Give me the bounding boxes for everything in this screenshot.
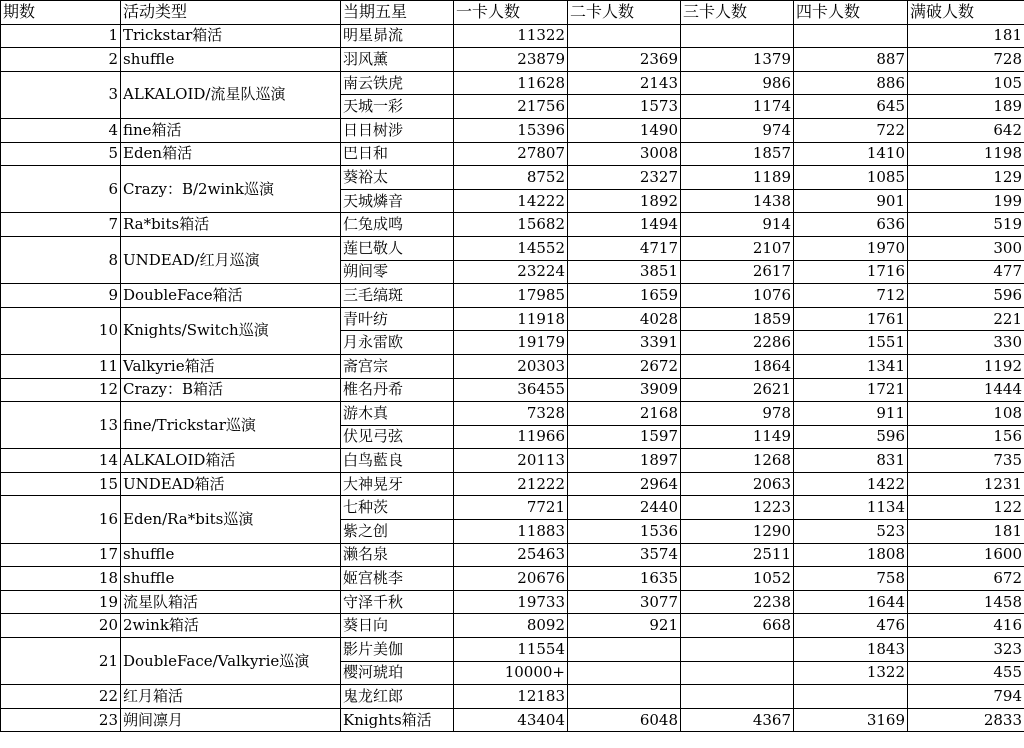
table-row <box>1 472 1024 496</box>
two-card-cell[interactable]: 1597 <box>568 425 681 449</box>
featured-star-cell[interactable]: 紫之创 <box>341 520 454 544</box>
header-max-limit-break[interactable]: 满破人数 <box>908 1 1024 25</box>
max-limit-break-cell[interactable]: 735 <box>908 449 1024 473</box>
two-card-cell[interactable]: 1892 <box>568 189 681 213</box>
table-row <box>1 496 1024 520</box>
one-card-cell[interactable]: 11883 <box>454 520 568 544</box>
one-card-cell[interactable]: 11554 <box>454 638 568 662</box>
max-limit-break-cell[interactable]: 2833 <box>908 708 1024 732</box>
two-card-cell[interactable]: 3077 <box>568 590 681 614</box>
featured-star-cell[interactable]: 羽风薰 <box>341 48 454 72</box>
max-limit-break-cell[interactable]: 416 <box>908 614 1024 638</box>
period-cell[interactable]: 14 <box>1 449 121 473</box>
two-card-cell[interactable]: 921 <box>568 614 681 638</box>
three-card-cell[interactable]: 1149 <box>681 425 794 449</box>
table-row <box>1 543 1024 567</box>
period-cell[interactable]: 9 <box>1 284 121 308</box>
period-cell[interactable]: 4 <box>1 118 121 142</box>
event-type-cell[interactable]: UNDEAD箱活 <box>121 472 341 496</box>
max-limit-break-cell[interactable]: 1444 <box>908 378 1024 402</box>
event-type-cell[interactable]: Ra*bits箱活 <box>121 213 341 237</box>
period-cell[interactable]: 21 <box>1 638 121 685</box>
period-cell[interactable]: 7 <box>1 213 121 237</box>
featured-star-cell[interactable]: 葵裕太 <box>341 166 454 190</box>
featured-star-cell[interactable]: 三毛缟斑 <box>341 284 454 308</box>
max-limit-break-cell[interactable]: 728 <box>908 48 1024 72</box>
period-cell[interactable]: 1 <box>1 24 121 48</box>
event-type-cell[interactable]: Valkyrie箱活 <box>121 354 341 378</box>
event-type-cell[interactable]: 朔间凛月 <box>121 708 341 732</box>
featured-star-cell[interactable]: Knights箱活 <box>341 708 454 732</box>
four-card-cell[interactable]: 758 <box>794 567 908 591</box>
event-type-cell[interactable]: fine/Trickstar巡演 <box>121 402 341 449</box>
period-cell[interactable]: 3 <box>1 71 121 118</box>
featured-star-cell[interactable]: 葵日向 <box>341 614 454 638</box>
one-card-cell[interactable]: 20113 <box>454 449 568 473</box>
four-card-cell[interactable]: 1134 <box>794 496 908 520</box>
table-row <box>1 449 1024 473</box>
three-card-cell[interactable]: 986 <box>681 71 794 95</box>
four-card-cell[interactable]: 1808 <box>794 543 908 567</box>
two-card-cell[interactable]: 2327 <box>568 166 681 190</box>
three-card-cell[interactable]: 2063 <box>681 472 794 496</box>
featured-star-cell[interactable]: 游木真 <box>341 402 454 426</box>
max-limit-break-cell[interactable]: 1192 <box>908 354 1024 378</box>
table-row <box>1 166 1024 190</box>
table-body <box>1 1 1024 732</box>
featured-star-cell[interactable]: 斋宫宗 <box>341 354 454 378</box>
one-card-cell[interactable]: 14222 <box>454 189 568 213</box>
three-card-cell[interactable]: 1857 <box>681 142 794 166</box>
one-card-cell[interactable]: 20676 <box>454 567 568 591</box>
period-cell[interactable]: 23 <box>1 708 121 732</box>
three-card-cell[interactable]: 2238 <box>681 590 794 614</box>
featured-star-cell[interactable]: 青叶纺 <box>341 307 454 331</box>
three-card-cell[interactable]: 2511 <box>681 543 794 567</box>
period-cell[interactable]: 6 <box>1 166 121 213</box>
featured-star-cell[interactable]: 仁兔成鸣 <box>341 213 454 237</box>
two-card-cell[interactable] <box>568 661 681 685</box>
four-card-cell[interactable]: 1970 <box>794 236 908 260</box>
four-card-cell[interactable]: 887 <box>794 48 908 72</box>
three-card-cell[interactable]: 1052 <box>681 567 794 591</box>
period-cell[interactable]: 18 <box>1 567 121 591</box>
header-one-card[interactable]: 一卡人数 <box>454 1 568 25</box>
one-card-cell[interactable]: 21222 <box>454 472 568 496</box>
one-card-cell[interactable]: 11322 <box>454 24 568 48</box>
max-limit-break-cell[interactable]: 1198 <box>908 142 1024 166</box>
event-type-cell[interactable]: ALKALOID/流星队巡演 <box>121 71 341 118</box>
two-card-cell[interactable]: 2672 <box>568 354 681 378</box>
header-row <box>1 1 1024 25</box>
one-card-cell[interactable]: 8092 <box>454 614 568 638</box>
table-row <box>1 567 1024 591</box>
three-card-cell[interactable]: 1290 <box>681 520 794 544</box>
featured-star-cell[interactable]: 濑名泉 <box>341 543 454 567</box>
one-card-cell[interactable]: 23224 <box>454 260 568 284</box>
event-type-cell[interactable]: UNDEAD/红月巡演 <box>121 236 341 283</box>
one-card-cell[interactable]: 11918 <box>454 307 568 331</box>
three-card-cell[interactable]: 1174 <box>681 95 794 119</box>
two-card-cell[interactable]: 1897 <box>568 449 681 473</box>
one-card-cell[interactable]: 17985 <box>454 284 568 308</box>
max-limit-break-cell[interactable]: 672 <box>908 567 1024 591</box>
two-card-cell[interactable]: 6048 <box>568 708 681 732</box>
three-card-cell[interactable] <box>681 24 794 48</box>
three-card-cell[interactable]: 1379 <box>681 48 794 72</box>
max-limit-break-cell[interactable]: 596 <box>908 284 1024 308</box>
one-card-cell[interactable]: 19733 <box>454 590 568 614</box>
max-limit-break-cell[interactable]: 1231 <box>908 472 1024 496</box>
event-type-cell[interactable]: ALKALOID箱活 <box>121 449 341 473</box>
featured-star-cell[interactable]: 影片美伽 <box>341 638 454 662</box>
event-type-cell[interactable]: DoubleFace/Valkyrie巡演 <box>121 638 341 685</box>
three-card-cell[interactable]: 1076 <box>681 284 794 308</box>
three-card-cell[interactable]: 2621 <box>681 378 794 402</box>
max-limit-break-cell[interactable]: 794 <box>908 685 1024 709</box>
event-type-cell[interactable]: fine箱活 <box>121 118 341 142</box>
one-card-cell[interactable]: 21756 <box>454 95 568 119</box>
two-card-cell[interactable]: 1635 <box>568 567 681 591</box>
table-row <box>1 142 1024 166</box>
header-event-type[interactable]: 活动类型 <box>121 1 341 25</box>
featured-star-cell[interactable]: 莲巳敬人 <box>341 236 454 260</box>
event-type-cell[interactable]: 流星队箱活 <box>121 590 341 614</box>
max-limit-break-cell[interactable]: 1600 <box>908 543 1024 567</box>
max-limit-break-cell[interactable]: 455 <box>908 661 1024 685</box>
period-cell[interactable]: 22 <box>1 685 121 709</box>
two-card-cell[interactable]: 3008 <box>568 142 681 166</box>
four-card-cell[interactable]: 596 <box>794 425 908 449</box>
period-cell[interactable]: 15 <box>1 472 121 496</box>
three-card-cell[interactable]: 2107 <box>681 236 794 260</box>
two-card-cell[interactable] <box>568 638 681 662</box>
period-cell[interactable]: 5 <box>1 142 121 166</box>
four-card-cell[interactable]: 1761 <box>794 307 908 331</box>
featured-star-cell[interactable]: 日日树涉 <box>341 118 454 142</box>
four-card-cell[interactable]: 3169 <box>794 708 908 732</box>
one-card-cell[interactable]: 25463 <box>454 543 568 567</box>
featured-star-cell[interactable]: 大神晃牙 <box>341 472 454 496</box>
featured-star-cell[interactable]: 明星昴流 <box>341 24 454 48</box>
max-limit-break-cell[interactable]: 108 <box>908 402 1024 426</box>
four-card-cell[interactable]: 1341 <box>794 354 908 378</box>
three-card-cell[interactable] <box>681 638 794 662</box>
two-card-cell[interactable]: 3574 <box>568 543 681 567</box>
event-type-cell[interactable]: Eden箱活 <box>121 142 341 166</box>
period-cell[interactable]: 2 <box>1 48 121 72</box>
period-cell[interactable]: 16 <box>1 496 121 543</box>
four-card-cell[interactable] <box>794 685 908 709</box>
three-card-cell[interactable]: 1438 <box>681 189 794 213</box>
one-card-cell[interactable]: 12183 <box>454 685 568 709</box>
table-row <box>1 614 1024 638</box>
three-card-cell[interactable]: 1864 <box>681 354 794 378</box>
event-type-cell[interactable]: shuffle <box>121 48 341 72</box>
four-card-cell[interactable]: 1410 <box>794 142 908 166</box>
table-row <box>1 213 1024 237</box>
one-card-cell[interactable]: 19179 <box>454 331 568 355</box>
period-cell[interactable]: 8 <box>1 236 121 283</box>
four-card-cell[interactable]: 1843 <box>794 638 908 662</box>
max-limit-break-cell[interactable]: 300 <box>908 236 1024 260</box>
four-card-cell[interactable]: 1322 <box>794 661 908 685</box>
one-card-cell[interactable]: 15396 <box>454 118 568 142</box>
two-card-cell[interactable]: 1573 <box>568 95 681 119</box>
one-card-cell[interactable]: 11628 <box>454 71 568 95</box>
header-three-card[interactable]: 三卡人数 <box>681 1 794 25</box>
two-card-cell[interactable]: 1659 <box>568 284 681 308</box>
three-card-cell[interactable]: 974 <box>681 118 794 142</box>
table-row <box>1 378 1024 402</box>
four-card-cell[interactable]: 523 <box>794 520 908 544</box>
table-row <box>1 638 1024 662</box>
one-card-cell[interactable]: 7721 <box>454 496 568 520</box>
header-featured-star[interactable]: 当期五星 <box>341 1 454 25</box>
period-cell[interactable]: 13 <box>1 402 121 449</box>
two-card-cell[interactable]: 2369 <box>568 48 681 72</box>
three-card-cell[interactable] <box>681 685 794 709</box>
max-limit-break-cell[interactable]: 122 <box>908 496 1024 520</box>
two-card-cell[interactable]: 1536 <box>568 520 681 544</box>
event-type-cell[interactable]: Trickstar箱活 <box>121 24 341 48</box>
period-cell[interactable]: 11 <box>1 354 121 378</box>
one-card-cell[interactable]: 11966 <box>454 425 568 449</box>
one-card-cell[interactable]: 15682 <box>454 213 568 237</box>
featured-star-cell[interactable]: 天城一彩 <box>341 95 454 119</box>
event-type-cell[interactable]: Knights/Switch巡演 <box>121 307 341 354</box>
table-row <box>1 48 1024 72</box>
event-type-cell[interactable]: DoubleFace箱活 <box>121 284 341 308</box>
one-card-cell[interactable]: 20303 <box>454 354 568 378</box>
table-row <box>1 307 1024 331</box>
header-period[interactable]: 期数 <box>1 1 121 25</box>
three-card-cell[interactable]: 2617 <box>681 260 794 284</box>
max-limit-break-cell[interactable]: 323 <box>908 638 1024 662</box>
max-limit-break-cell[interactable]: 105 <box>908 71 1024 95</box>
event-type-cell[interactable]: Eden/Ra*bits巡演 <box>121 496 341 543</box>
period-cell[interactable]: 10 <box>1 307 121 354</box>
three-card-cell[interactable]: 1268 <box>681 449 794 473</box>
three-card-cell[interactable]: 1189 <box>681 166 794 190</box>
one-card-cell[interactable]: 14552 <box>454 236 568 260</box>
max-limit-break-cell[interactable]: 221 <box>908 307 1024 331</box>
featured-star-cell[interactable]: 月永雷欧 <box>341 331 454 355</box>
two-card-cell[interactable]: 4717 <box>568 236 681 260</box>
four-card-cell[interactable]: 911 <box>794 402 908 426</box>
period-cell[interactable]: 12 <box>1 378 121 402</box>
table-row <box>1 118 1024 142</box>
two-card-cell[interactable]: 2440 <box>568 496 681 520</box>
four-card-cell[interactable]: 722 <box>794 118 908 142</box>
four-card-cell[interactable]: 476 <box>794 614 908 638</box>
max-limit-break-cell[interactable]: 129 <box>908 166 1024 190</box>
period-cell[interactable]: 19 <box>1 590 121 614</box>
featured-star-cell[interactable]: 天城燐音 <box>341 189 454 213</box>
featured-star-cell[interactable]: 樱河琥珀 <box>341 661 454 685</box>
one-card-cell[interactable]: 36455 <box>454 378 568 402</box>
two-card-cell[interactable]: 3909 <box>568 378 681 402</box>
max-limit-break-cell[interactable]: 181 <box>908 24 1024 48</box>
two-card-cell[interactable] <box>568 685 681 709</box>
four-card-cell[interactable]: 1551 <box>794 331 908 355</box>
four-card-cell[interactable]: 1644 <box>794 590 908 614</box>
one-card-cell[interactable]: 7328 <box>454 402 568 426</box>
two-card-cell[interactable]: 2964 <box>568 472 681 496</box>
four-card-cell[interactable]: 831 <box>794 449 908 473</box>
table-row <box>1 354 1024 378</box>
three-card-cell[interactable]: 2286 <box>681 331 794 355</box>
four-card-cell[interactable]: 636 <box>794 213 908 237</box>
max-limit-break-cell[interactable]: 477 <box>908 260 1024 284</box>
period-cell[interactable]: 20 <box>1 614 121 638</box>
featured-star-cell[interactable]: 鬼龙红郎 <box>341 685 454 709</box>
table-row <box>1 71 1024 95</box>
three-card-cell[interactable] <box>681 661 794 685</box>
four-card-cell[interactable]: 645 <box>794 95 908 119</box>
two-card-cell[interactable]: 2143 <box>568 71 681 95</box>
max-limit-break-cell[interactable]: 519 <box>908 213 1024 237</box>
two-card-cell[interactable] <box>568 24 681 48</box>
two-card-cell[interactable]: 1494 <box>568 213 681 237</box>
three-card-cell[interactable]: 1859 <box>681 307 794 331</box>
header-four-card[interactable]: 四卡人数 <box>794 1 908 25</box>
one-card-cell[interactable]: 43404 <box>454 708 568 732</box>
event-type-cell[interactable]: shuffle <box>121 543 341 567</box>
max-limit-break-cell[interactable]: 189 <box>908 95 1024 119</box>
featured-star-cell[interactable]: 白鸟藍良 <box>341 449 454 473</box>
event-type-cell[interactable]: 红月箱活 <box>121 685 341 709</box>
two-card-cell[interactable]: 3391 <box>568 331 681 355</box>
four-card-cell[interactable]: 712 <box>794 284 908 308</box>
two-card-cell[interactable]: 2168 <box>568 402 681 426</box>
event-type-cell[interactable]: shuffle <box>121 567 341 591</box>
table-row <box>1 236 1024 260</box>
event-type-cell[interactable]: Crazy：B箱活 <box>121 378 341 402</box>
four-card-cell[interactable] <box>794 24 908 48</box>
featured-star-cell[interactable]: 椎名丹希 <box>341 378 454 402</box>
table-row <box>1 402 1024 426</box>
three-card-cell[interactable]: 668 <box>681 614 794 638</box>
three-card-cell[interactable]: 914 <box>681 213 794 237</box>
three-card-cell[interactable]: 1223 <box>681 496 794 520</box>
table-row <box>1 708 1024 732</box>
max-limit-break-cell[interactable]: 642 <box>908 118 1024 142</box>
max-limit-break-cell[interactable]: 181 <box>908 520 1024 544</box>
featured-star-cell[interactable]: 朔间零 <box>341 260 454 284</box>
four-card-cell[interactable]: 901 <box>794 189 908 213</box>
featured-star-cell[interactable]: 巴日和 <box>341 142 454 166</box>
one-card-cell[interactable]: 23879 <box>454 48 568 72</box>
four-card-cell[interactable]: 1716 <box>794 260 908 284</box>
event-type-cell[interactable]: Crazy：B/2wink巡演 <box>121 166 341 213</box>
table-row <box>1 24 1024 48</box>
one-card-cell[interactable]: 27807 <box>454 142 568 166</box>
featured-star-cell[interactable]: 守泽千秋 <box>341 590 454 614</box>
header-two-card[interactable]: 二卡人数 <box>568 1 681 25</box>
featured-star-cell[interactable]: 南云铁虎 <box>341 71 454 95</box>
featured-star-cell[interactable]: 伏见弓弦 <box>341 425 454 449</box>
three-card-cell[interactable]: 4367 <box>681 708 794 732</box>
period-cell[interactable]: 17 <box>1 543 121 567</box>
table-row <box>1 685 1024 709</box>
two-card-cell[interactable]: 3851 <box>568 260 681 284</box>
two-card-cell[interactable]: 1490 <box>568 118 681 142</box>
table-row <box>1 590 1024 614</box>
featured-star-cell[interactable]: 姬宫桃李 <box>341 567 454 591</box>
four-card-cell[interactable]: 1721 <box>794 378 908 402</box>
four-card-cell[interactable]: 1422 <box>794 472 908 496</box>
three-card-cell[interactable]: 978 <box>681 402 794 426</box>
one-card-cell[interactable]: 10000+ <box>454 661 568 685</box>
max-limit-break-cell[interactable]: 1458 <box>908 590 1024 614</box>
two-card-cell[interactable]: 4028 <box>568 307 681 331</box>
four-card-cell[interactable]: 1085 <box>794 166 908 190</box>
max-limit-break-cell[interactable]: 156 <box>908 425 1024 449</box>
four-card-cell[interactable]: 886 <box>794 71 908 95</box>
event-type-cell[interactable]: 2wink箱活 <box>121 614 341 638</box>
table-row <box>1 284 1024 308</box>
one-card-cell[interactable]: 8752 <box>454 166 568 190</box>
max-limit-break-cell[interactable]: 330 <box>908 331 1024 355</box>
max-limit-break-cell[interactable]: 199 <box>908 189 1024 213</box>
featured-star-cell[interactable]: 七种茨 <box>341 496 454 520</box>
